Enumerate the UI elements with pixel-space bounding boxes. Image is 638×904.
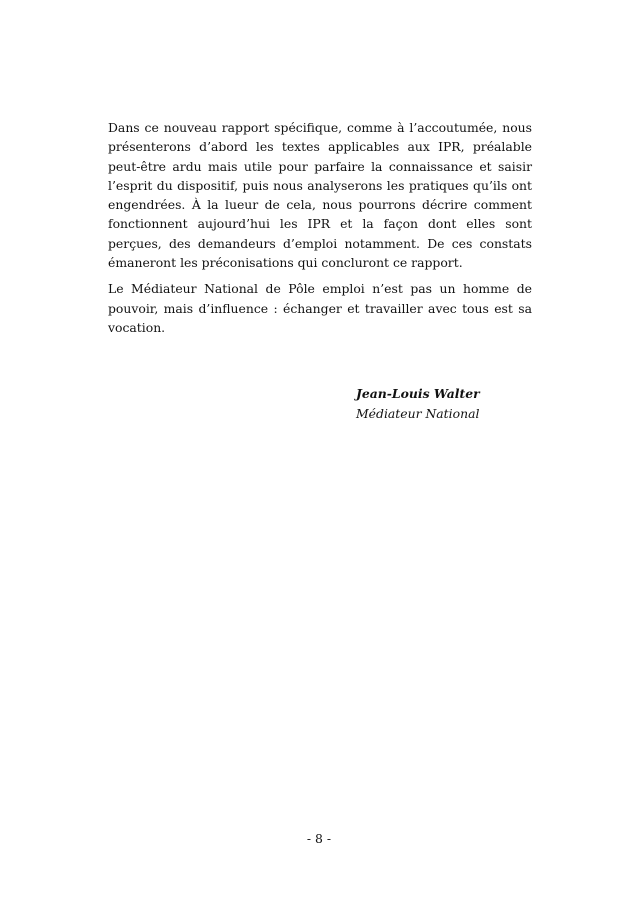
signatory-name: Jean-Louis Walter — [356, 386, 480, 401]
body-text — [108, 118, 532, 344]
page-number: - 8 - — [306, 831, 332, 846]
signature-block — [356, 384, 480, 423]
signatory-title: Médiateur National — [356, 405, 480, 421]
paragraph-mediator-role: Le Médiateur National de Pôle emploi n’est pas un homme de pouvoir, mais d’influence : échanger et travailler avec tous est sa vocation. — [108, 281, 532, 335]
paragraph-intro: Dans ce nouveau rapport spécifique, comme à l’accoutumée, nous présenterons d’abord les textes applicables aux IPR, préalable peut-être ardu mais utile pour parfaire la connaissance et saisir l’esprit du dispositif, puis nous analyserons les pratiques qu’ils ont engendrées. À la lueur de cela, nous pourrons décrire comment fonctionnent aujourd’hui les IPR et la façon dont elles sont perçues, des demandeurs d’emploi notamment. De ces constats émaneront les préconisations qui concluront ce rapport. — [108, 120, 532, 271]
